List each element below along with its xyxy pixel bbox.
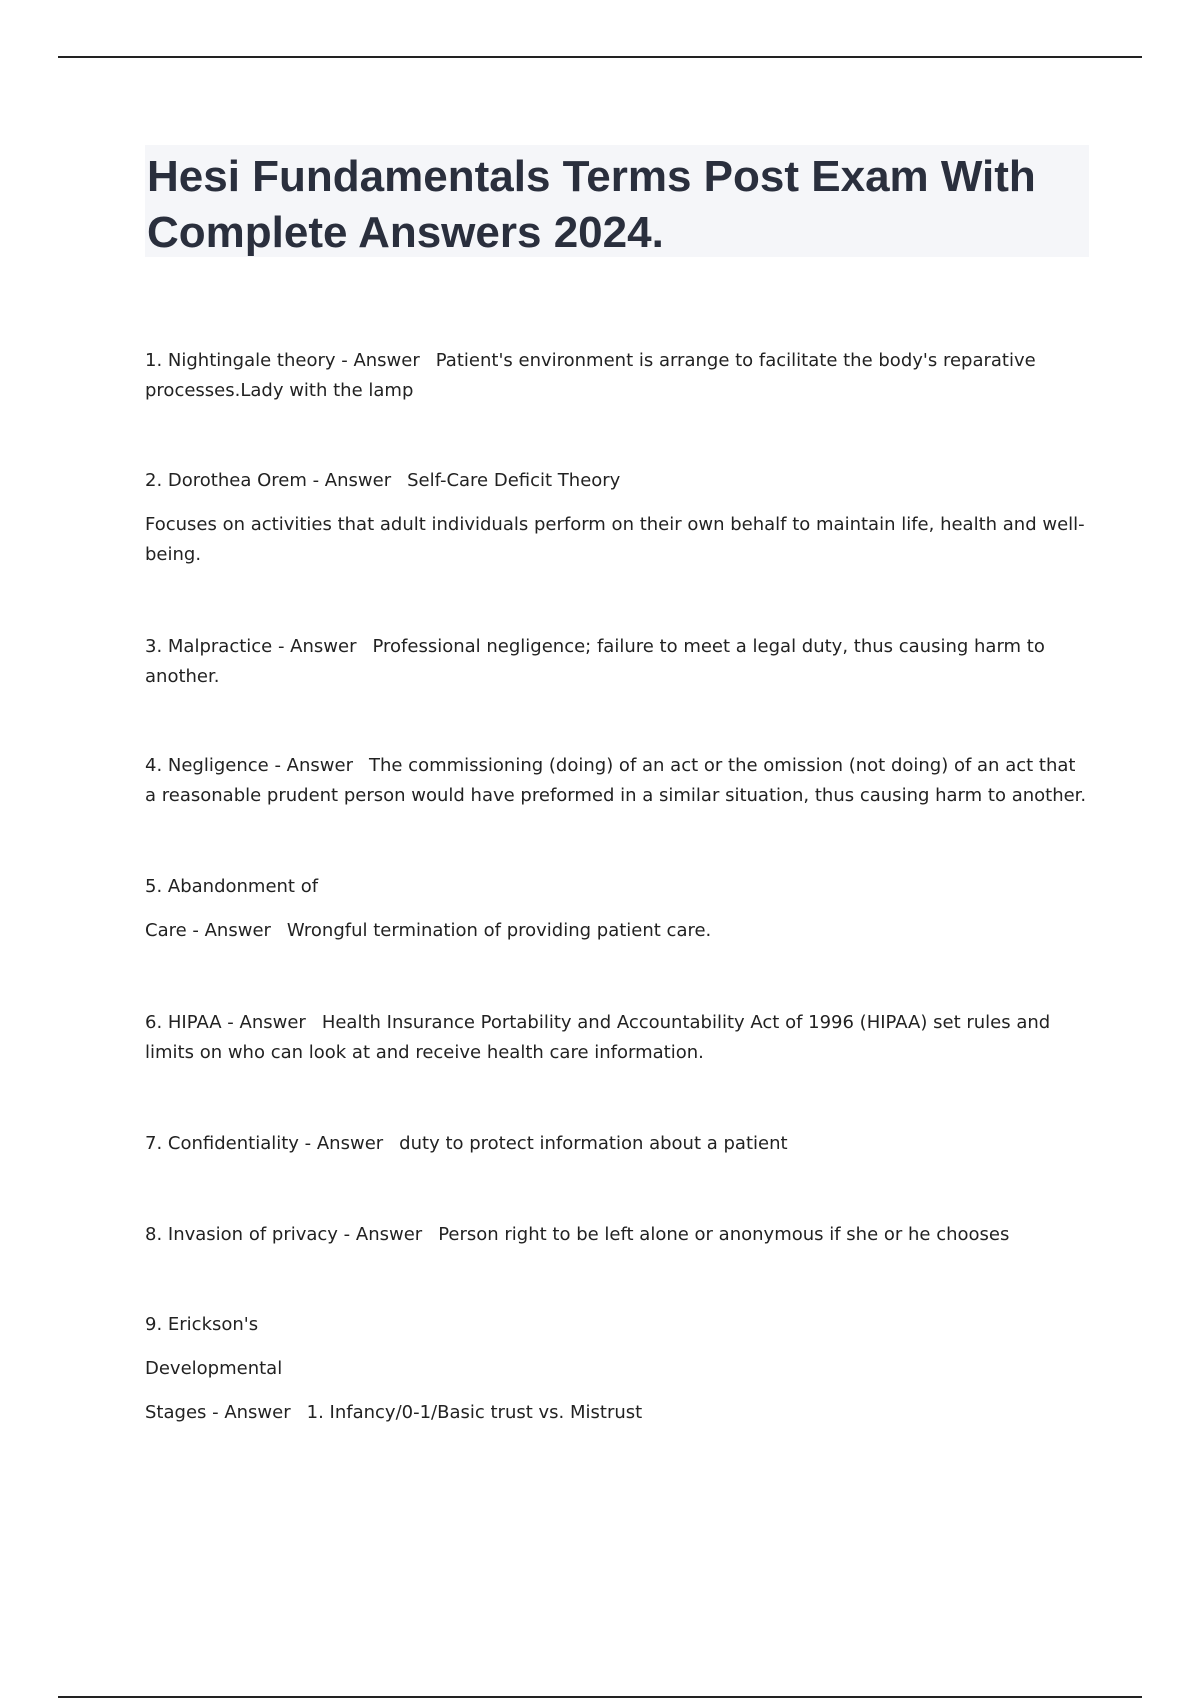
entry-answer: Professional negligence; failure to meet a legal duty, thus causing harm to another.: [145, 636, 1051, 687]
entry-extra: Focuses on activities that adult individuals perform on their own behalf to maintain life, health and well-being.: [145, 514, 1085, 565]
entry-answer: Patient's environment is arrange to facilitate the body's reparative processes.Lady with the lamp: [145, 350, 1042, 401]
entry-text: [145, 632, 1090, 692]
entry-term-line: 9. Erickson's: [145, 1314, 259, 1335]
entry-text: [145, 1008, 1090, 1068]
entry-term: Care - Answer: [145, 920, 271, 941]
entry-term: 7. Confidentiality - Answer: [145, 1133, 384, 1154]
entry-text: [145, 1220, 1090, 1250]
entry-term: 3. Malpractice - Answer: [145, 636, 357, 657]
entry-answer: 1. Infancy/0-1/Basic trust vs. Mistrust: [306, 1402, 643, 1423]
entry-answer: duty to protect information about a patient: [399, 1133, 788, 1154]
entry-term: 8. Invasion of privacy - Answer: [145, 1224, 423, 1245]
entry-answer: Wrongful termination of providing patient care.: [286, 920, 712, 941]
entry-1: [145, 346, 1090, 406]
entry-answer: The commissioning (doing) of an act or the omission (not doing) of an act that a reasonable prudent person would have preformed in a similar situation, thus causing harm to another.: [145, 755, 1087, 806]
entry-term-line: 5. Abandonment of: [145, 876, 319, 897]
entry-text: [145, 466, 1090, 496]
entry-text: [145, 1129, 1090, 1159]
entry-4: [145, 751, 1090, 811]
footer-rule: [58, 1696, 1142, 1698]
entry-term: 1. Nightingale theory - Answer: [145, 350, 420, 371]
entry-term: 4. Negligence - Answer: [145, 755, 353, 776]
entry-3: [145, 632, 1090, 692]
entry-5: [145, 872, 1090, 946]
entry-term: Stages - Answer: [145, 1402, 291, 1423]
entry-8: [145, 1220, 1090, 1250]
entry-2: [145, 466, 1090, 570]
entry-answer: Person right to be left alone or anonymous if she or he chooses: [438, 1224, 1010, 1245]
header-rule: [58, 56, 1142, 58]
entry-text: [145, 1398, 1090, 1428]
entry-term-line: Developmental: [145, 1358, 283, 1379]
entry-answer: Health Insurance Portability and Accountability Act of 1996 (HIPAA) set rules and limits on who can look at and receive health care information.: [145, 1012, 1056, 1063]
entry-7: [145, 1129, 1090, 1159]
entry-9: [145, 1310, 1090, 1428]
entry-text: [145, 346, 1090, 406]
title-banner: [145, 145, 1089, 257]
entry-term: 6. HIPAA - Answer: [145, 1012, 306, 1033]
entry-answer: Self-Care Deficit Theory: [407, 470, 621, 491]
document-title: Hesi Fundamentals Terms Post Exam With Complete Answers 2024.: [147, 152, 1036, 257]
entry-term: 2. Dorothea Orem - Answer: [145, 470, 392, 491]
entry-text: [145, 751, 1090, 811]
entry-text: [145, 916, 1090, 946]
entry-6: [145, 1008, 1090, 1068]
